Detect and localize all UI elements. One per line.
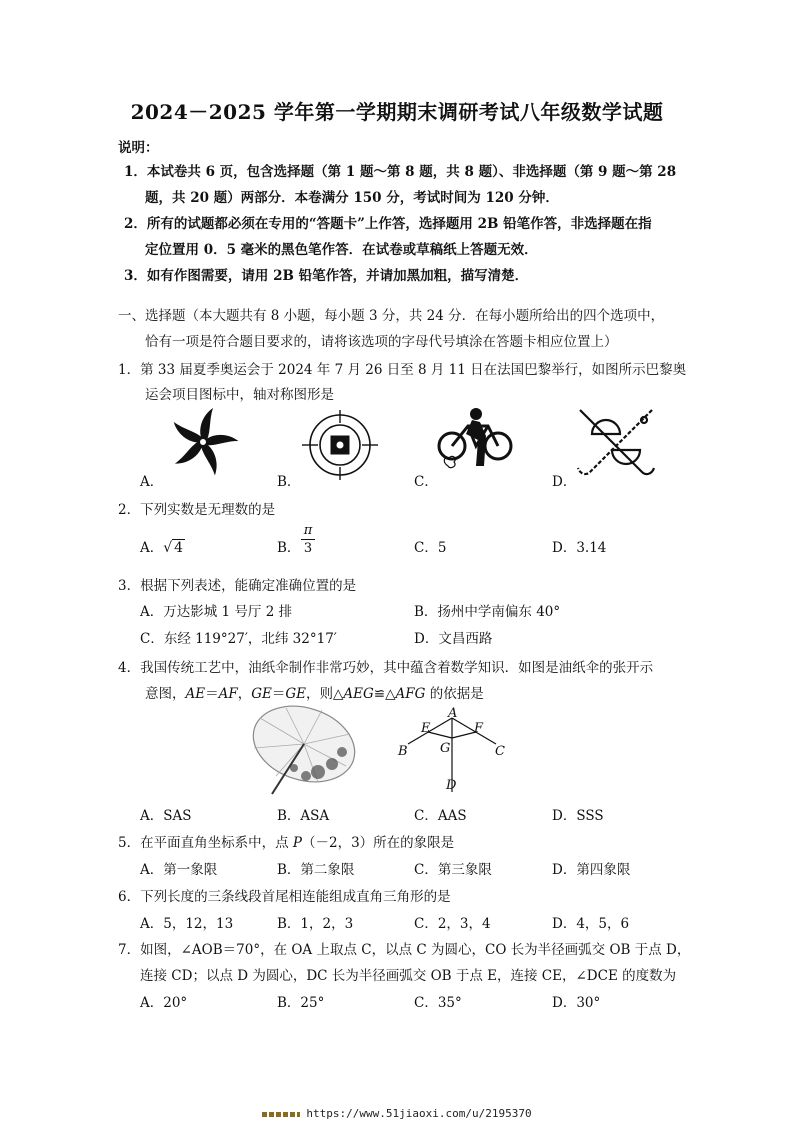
footer-url: https://www.51jiaoxi.com/u/2195370 — [306, 1107, 532, 1120]
q5-stem-a: 5．在平面直角坐标系中，点 — [118, 835, 293, 851]
q6-option-a[interactable]: A．5，12，13 — [140, 916, 234, 932]
q4-t8: GE — [285, 686, 307, 702]
instruction-2-line-1: 2．所有的试题都必须在专用的“答题卡”上作答，选择题用 2B 铅笔作答，非选择题在指 — [124, 216, 652, 232]
q2-option-c[interactable]: C．5 — [414, 540, 447, 556]
q4-line-1: 4．我国传统工艺中，油纸伞制作非常巧妙，其中蕴含着数学知识．如图是油纸伞的张开示 — [118, 660, 654, 676]
instruction-1-line-1: 1．本试卷共 6 页，包含选择题（第 1 题～第 8 题，共 8 题）、非选择题（第 9 题～第 28 — [124, 164, 677, 180]
q5-option-a[interactable]: A．第一象限 — [140, 862, 218, 878]
instructions-heading: 说明： — [118, 140, 159, 156]
watermark-logo — [262, 1112, 300, 1117]
q4-option-c[interactable]: C．AAS — [414, 808, 467, 824]
diagram-label-f: F — [474, 721, 484, 736]
q6-option-b[interactable]: B．1，2，3 — [277, 916, 354, 932]
diagram-label-g: G — [440, 741, 451, 756]
q6-option-c[interactable]: C．2，3，4 — [414, 916, 491, 932]
q5-stem-c: （－2，3）所在的象限是 — [301, 835, 455, 851]
q5-option-b[interactable]: B．第二象限 — [277, 862, 355, 878]
q4-t13: 的依据是 — [425, 686, 484, 702]
q5-option-d[interactable]: D．第四象限 — [552, 862, 631, 878]
q7-option-b[interactable]: B．25° — [277, 995, 325, 1011]
q4-t3: ＝ — [205, 686, 219, 702]
q2-three: 3 — [303, 541, 313, 556]
q4-t11: ≌△ — [373, 686, 396, 702]
footer-watermark[interactable] — [0, 1107, 794, 1120]
q7-line-2: 连接 CD；以点 D 为圆心，DC 长为半径画弧交 OB 于点 E，连接 CE，∠DCE 的度数为 — [140, 968, 677, 984]
q6-option-d[interactable]: D．4，5，6 — [552, 916, 630, 932]
q1-option-d[interactable]: D． — [552, 474, 577, 490]
umbrella-illustration — [246, 704, 358, 800]
q3-option-d[interactable]: D．文昌西路 — [414, 631, 493, 647]
q7-option-c[interactable]: C．35° — [414, 995, 462, 1011]
q1-option-a[interactable]: A． — [140, 474, 164, 490]
q7-option-d[interactable]: D．30° — [552, 995, 601, 1011]
q7-option-a[interactable]: A．20° — [140, 995, 188, 1011]
q4-t4: AF — [218, 686, 238, 702]
q2-option-a[interactable]: A．√ 4 — [140, 540, 184, 556]
instruction-1-line-2: 题，共 20 题）两部分．本卷满分 150 分，考试时间为 120 分钟． — [145, 190, 559, 206]
q3-option-c[interactable]: C．东经 119°27′，北纬 32°17′ — [140, 631, 337, 647]
q6-stem: 6．下列长度的三条线段首尾相连能组成直角三角形的是 — [118, 889, 451, 905]
q3-option-b[interactable]: B．扬州中学南偏东 40° — [414, 604, 561, 620]
q4-t5: ， — [237, 686, 252, 702]
q5-point: P — [292, 835, 302, 851]
q4-t6: GE — [251, 686, 272, 702]
q1-option-c[interactable]: C． — [414, 474, 438, 490]
diagram-label-e: E — [421, 721, 431, 736]
cyclist-icon — [436, 406, 516, 482]
q2-option-d[interactable]: D．3.14 — [552, 540, 607, 556]
q3-option-a[interactable]: A．万达影城 1 号厅 2 排 — [140, 604, 293, 620]
q4-option-d[interactable]: D．SSS — [552, 808, 604, 824]
q4-option-b[interactable]: B．ASA — [277, 808, 330, 824]
section-1-line-2: 恰有一项是符合题目要求的，请将该选项的字母代号填涂在答题卡相应位置上） — [145, 334, 618, 350]
q4-t7: ＝ — [271, 686, 286, 702]
q2-option-a-label: A． — [140, 540, 164, 556]
q5-option-c[interactable]: C．第三象限 — [414, 862, 492, 878]
section-1-line-1: 一、选择题（本大题共有 8 小题，每小题 3 分，共 24 分．在每小题所给出的四个选项中， — [118, 308, 665, 324]
q1-line-1: 1．第 33 届夏季奥运会于 2024 年 7 月 26 日至 8 月 11 日在法国巴黎举行，如图所示巴黎奥 — [118, 362, 687, 378]
diagram-label-d: D — [446, 778, 457, 793]
q2-option-a-radicand: 4 — [174, 540, 184, 556]
q4-t2: AE — [185, 686, 206, 702]
instruction-2-line-2: 定位置用 0．5 毫米的黑色笔作答．在试卷或草稿纸上答题无效． — [145, 242, 538, 258]
hockey-icon — [572, 404, 662, 484]
q4-t10: AEG — [343, 686, 374, 702]
q7-line-1: 7．如图，∠AOB＝70°，在 OA 上取点 C，以点 C 为圆心，CO 长为半径画弧交 OB 于点 D， — [118, 942, 691, 958]
q5-stem — [118, 831, 454, 851]
q2-option-b-fraction — [301, 523, 315, 558]
instruction-3: 3．如有作图需要，请用 2B 铅笔作答，并请加黑加粗，描写清楚． — [124, 268, 529, 284]
q2-pi: π — [301, 523, 315, 540]
q2-stem: 2．下列实数是无理数的是 — [118, 502, 276, 518]
target-icon — [300, 410, 380, 480]
page-title: 2024－2025 学年第一学期期末调研考试八年级数学试题 — [130, 100, 664, 124]
pinwheel-icon — [160, 404, 246, 482]
diagram-label-a: A — [448, 706, 458, 721]
q4-option-a[interactable]: A．SAS — [140, 808, 192, 824]
q4-t9: ，则△ — [306, 686, 344, 702]
q1-option-b[interactable]: B． — [277, 474, 301, 490]
q4-t1: 意图， — [145, 686, 186, 702]
q4-t12: AFG — [395, 686, 426, 702]
q2-option-b-label[interactable]: B． — [277, 540, 301, 556]
q3-stem: 3．根据下列表述，能确定准确位置的是 — [118, 578, 357, 594]
diagram-label-c: C — [495, 744, 505, 759]
diagram-label-b: B — [398, 744, 408, 759]
q1-line-2: 运会项目图标中，轴对称图形是 — [145, 387, 334, 403]
q4-line-2 — [145, 682, 484, 702]
